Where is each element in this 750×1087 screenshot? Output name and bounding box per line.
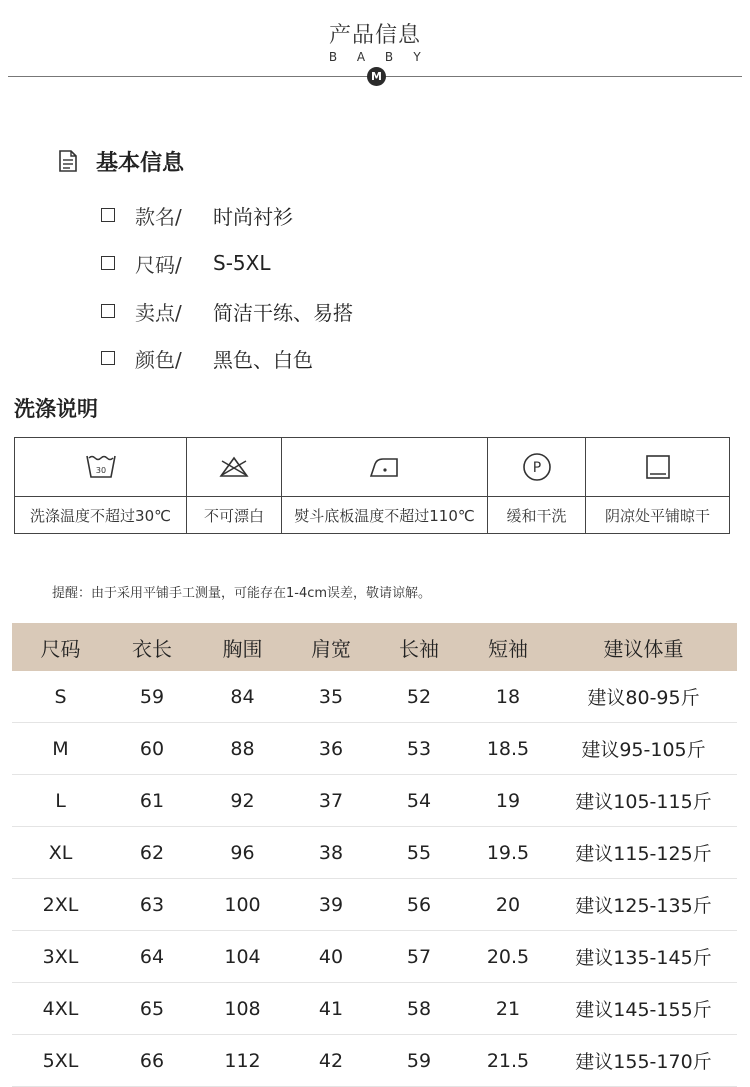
dry-clean-p-icon: [522, 452, 552, 482]
table-cell: XL: [12, 827, 109, 879]
page-header: [0, 0, 750, 100]
column-header: 短袖: [466, 623, 550, 671]
table-cell: 64: [109, 931, 195, 983]
table-cell: 65: [109, 983, 195, 1035]
dry-flat-shade-icon: [645, 454, 671, 480]
info-label: 款名/: [135, 204, 182, 229]
wash-caption: 缓和干洗: [506, 506, 567, 525]
table-cell: 96: [195, 827, 290, 879]
table-row: [12, 827, 737, 879]
checkbox-square-icon: [101, 256, 115, 270]
table-cell: 18: [466, 671, 550, 723]
table-cell: 60: [109, 723, 195, 775]
checkbox-square-icon: [101, 351, 115, 365]
table-cell: 59: [109, 671, 195, 723]
table-cell: 53: [372, 723, 466, 775]
table-cell: 56: [372, 879, 466, 931]
table-cell: 建议155-170斤: [550, 1035, 737, 1087]
table-row: [12, 775, 737, 827]
table-cell: 2XL: [12, 879, 109, 931]
table-header-row: [12, 623, 737, 671]
wash-cell: [488, 438, 586, 533]
subtitle-baby: [0, 50, 750, 64]
column-header: 尺码: [12, 623, 109, 671]
no-bleach-icon: [219, 456, 249, 478]
table-row: [12, 723, 737, 775]
table-cell: M: [12, 723, 109, 775]
washing-heading: 洗涤说明: [14, 397, 98, 421]
table-cell: S: [12, 671, 109, 723]
table-cell: 19.5: [466, 827, 550, 879]
wash-caption: 熨斗底板温度不超过110℃: [294, 506, 475, 525]
table-cell: 57: [372, 931, 466, 983]
m-badge: M: [367, 67, 386, 86]
info-row-size: [101, 248, 270, 278]
table-row: [12, 1035, 737, 1087]
info-value: 简洁干练、易搭: [213, 300, 353, 325]
table-cell: 20: [466, 879, 550, 931]
table-cell: 84: [195, 671, 290, 723]
svg-text:30: 30: [95, 466, 106, 475]
size-chart-table: [12, 623, 737, 1087]
checkbox-square-icon: [101, 304, 115, 318]
measurement-note: 提醒：由于采用平铺手工测量，可能存在1-4cm误差，敬请谅解。: [52, 586, 432, 601]
info-value: S-5XL: [213, 251, 271, 275]
table-cell: 42: [290, 1035, 372, 1087]
table-cell: 20.5: [466, 931, 550, 983]
table-cell: 104: [195, 931, 290, 983]
table-cell: 58: [372, 983, 466, 1035]
table-cell: 40: [290, 931, 372, 983]
table-cell: 38: [290, 827, 372, 879]
info-label: 尺码/: [135, 252, 182, 277]
column-header: 衣长: [109, 623, 195, 671]
basic-info-heading: [58, 146, 184, 176]
subtitle-letter: B: [384, 50, 394, 64]
info-row-color: [101, 343, 313, 373]
wash-cell: [282, 438, 488, 533]
table-cell: 19: [466, 775, 550, 827]
table-cell: 36: [290, 723, 372, 775]
iron-low-icon: [369, 456, 401, 478]
table-cell: 18.5: [466, 723, 550, 775]
column-header: 长袖: [372, 623, 466, 671]
subtitle-letter: Y: [413, 50, 421, 64]
table-cell: 21: [466, 983, 550, 1035]
table-cell: 21.5: [466, 1035, 550, 1087]
table-cell: 92: [195, 775, 290, 827]
info-label: 颜色/: [135, 347, 182, 372]
table-cell: 4XL: [12, 983, 109, 1035]
wash-caption: 洗涤温度不超过30℃: [30, 506, 171, 525]
table-cell: 建议80-95斤: [550, 671, 737, 723]
table-row: [12, 983, 737, 1035]
info-label: 卖点/: [135, 300, 182, 325]
table-cell: 建议105-115斤: [550, 775, 737, 827]
wash-caption: 阴凉处平铺晾干: [604, 506, 710, 525]
table-cell: 35: [290, 671, 372, 723]
table-cell: 3XL: [12, 931, 109, 983]
info-value: 时尚衬衫: [213, 204, 293, 229]
table-cell: 39: [290, 879, 372, 931]
wash-tub-30-icon: [86, 454, 116, 480]
wash-caption: 不可漂白: [203, 506, 264, 525]
table-cell: 5XL: [12, 1035, 109, 1087]
table-cell: 54: [372, 775, 466, 827]
column-header: 建议体重: [550, 623, 737, 671]
info-row-selling-point: [101, 296, 353, 326]
table-cell: 62: [109, 827, 195, 879]
wash-cell: [187, 438, 282, 533]
basic-info-title: 基本信息: [96, 150, 185, 176]
info-row-style: [101, 200, 293, 230]
page-title: 产品信息: [328, 23, 421, 48]
table-cell: 55: [372, 827, 466, 879]
table-cell: 建议145-155斤: [550, 983, 737, 1035]
washing-table: [14, 437, 730, 534]
column-header: 肩宽: [290, 623, 372, 671]
table-row: [12, 931, 737, 983]
document-icon: [58, 150, 78, 172]
table-cell: 112: [195, 1035, 290, 1087]
table-cell: 63: [109, 879, 195, 931]
info-value: 黑色、白色: [213, 347, 313, 372]
checkbox-square-icon: [101, 208, 115, 222]
table-cell: 建议115-125斤: [550, 827, 737, 879]
table-cell: 88: [195, 723, 290, 775]
wash-cell: [586, 438, 729, 533]
table-cell: 59: [372, 1035, 466, 1087]
table-cell: L: [12, 775, 109, 827]
table-cell: 41: [290, 983, 372, 1035]
table-cell: 建议95-105斤: [550, 723, 737, 775]
table-row: [12, 879, 737, 931]
column-header: 胸围: [195, 623, 290, 671]
table-cell: 52: [372, 671, 466, 723]
table-cell: 建议135-145斤: [550, 931, 737, 983]
subtitle-letter: A: [356, 50, 366, 64]
table-cell: 37: [290, 775, 372, 827]
svg-text:P: P: [532, 460, 541, 476]
table-cell: 66: [109, 1035, 195, 1087]
table-cell: 建议125-135斤: [550, 879, 737, 931]
wash-cell: [15, 438, 187, 533]
subtitle-letter: B: [328, 50, 338, 64]
table-cell: 61: [109, 775, 195, 827]
table-cell: 100: [195, 879, 290, 931]
table-cell: 108: [195, 983, 290, 1035]
table-row: [12, 671, 737, 723]
